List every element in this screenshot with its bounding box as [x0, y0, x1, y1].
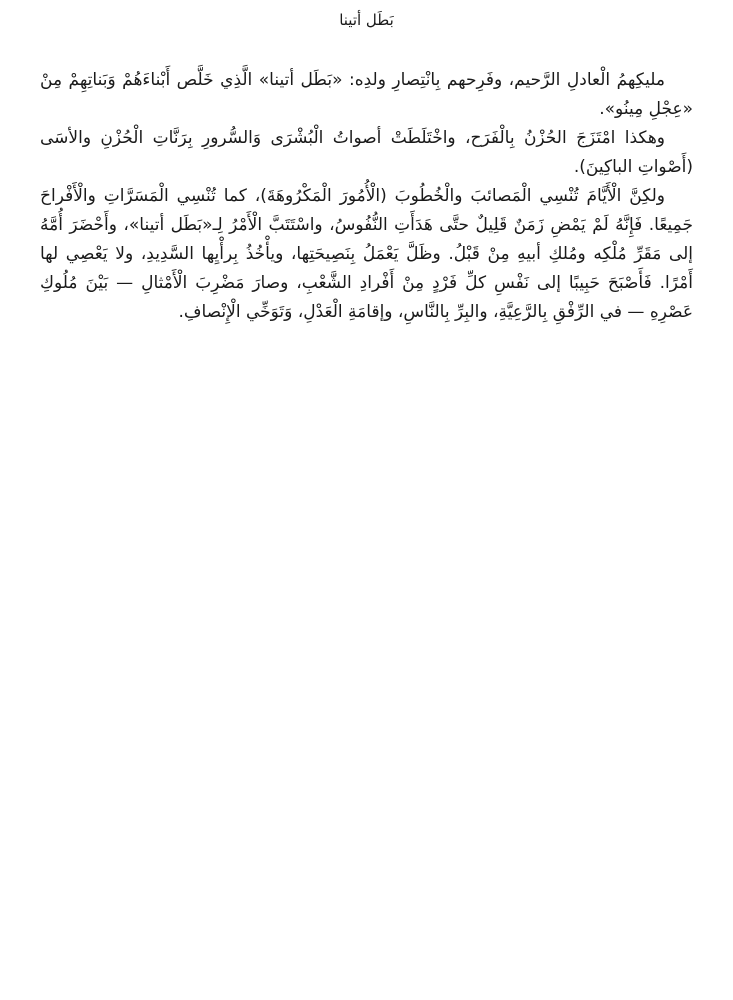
paragraph: ولكِنَّ الْأَيَّامَ تُنْسِي الْمَصائبَ والْخُطُوبَ (الْأُمُورَ الْمَكْرُوهَةَ)، كما تُنْسِي الْمَسَرَّاتِ والْأَفْراحَ جَمِيعًا. فَإِنَّهُ لَمْ يَمْضِ زَمَنٌ قَلِيلٌ حتَّى هَدَأَتِ النُّفُوسُ، واسْتَتَبَّ الْأَمْرُ لِـ«بَطَل أتينا»، وأَحْضَرَ أُمَّهُ إلى مَقَرِّ مُلْكِه ومُلكِ أبيهِ مِنْ قَبْلُ. وظَلَّ يَعْمَلُ بِنَصِيحَتِها، ويأْخُذُ بِرأْيِها السَّدِيدِ، ولا يَعْصِي لها أَمْرًا. فَأَصْبَحَ حَبِيبًا إلى نَفْسِ كلِّ فَرْدٍ مِنْ أَفْرادِ الشَّعْبِ، وصارَ مَضْرِبَ الْأَمْثالِ — بَيْنَ مُلُوكِ عَصْرِهِ — في الرِّفْقِ بِالرَّعِيَّةِ، والبِرِّ بِالنَّاسِ، وإقامَةِ الْعَدْلِ، وَتَوَخِّي الْإِنْصافِ. [40, 186, 693, 322]
running-header [40, 0, 693, 44]
page-body [40, 66, 693, 327]
header-title: بَطَل أتينا [339, 11, 394, 29]
paragraph: وهكذا امْتَزَجَ الحُزْنُ بِالْفَرَح، واخْتَلَطَتْ أصواتُ الْبُشْرَى وَالسُّرورِ بِرَنَّاتِ الْحُزْنِ والأسَى (أَصْواتِ الباكِينَ). [40, 128, 693, 177]
paragraph: مليكِهمُ الْعادلِ الرَّحيم، وفَرِحهم بِانْتِصارِ ولدِه: «بَطَل أتينا» الَّذِي خَلَّص أَبْناءَهُمْ وَبَناتِهِمْ مِنْ «عِجْلِ مِينُو». [40, 70, 693, 119]
